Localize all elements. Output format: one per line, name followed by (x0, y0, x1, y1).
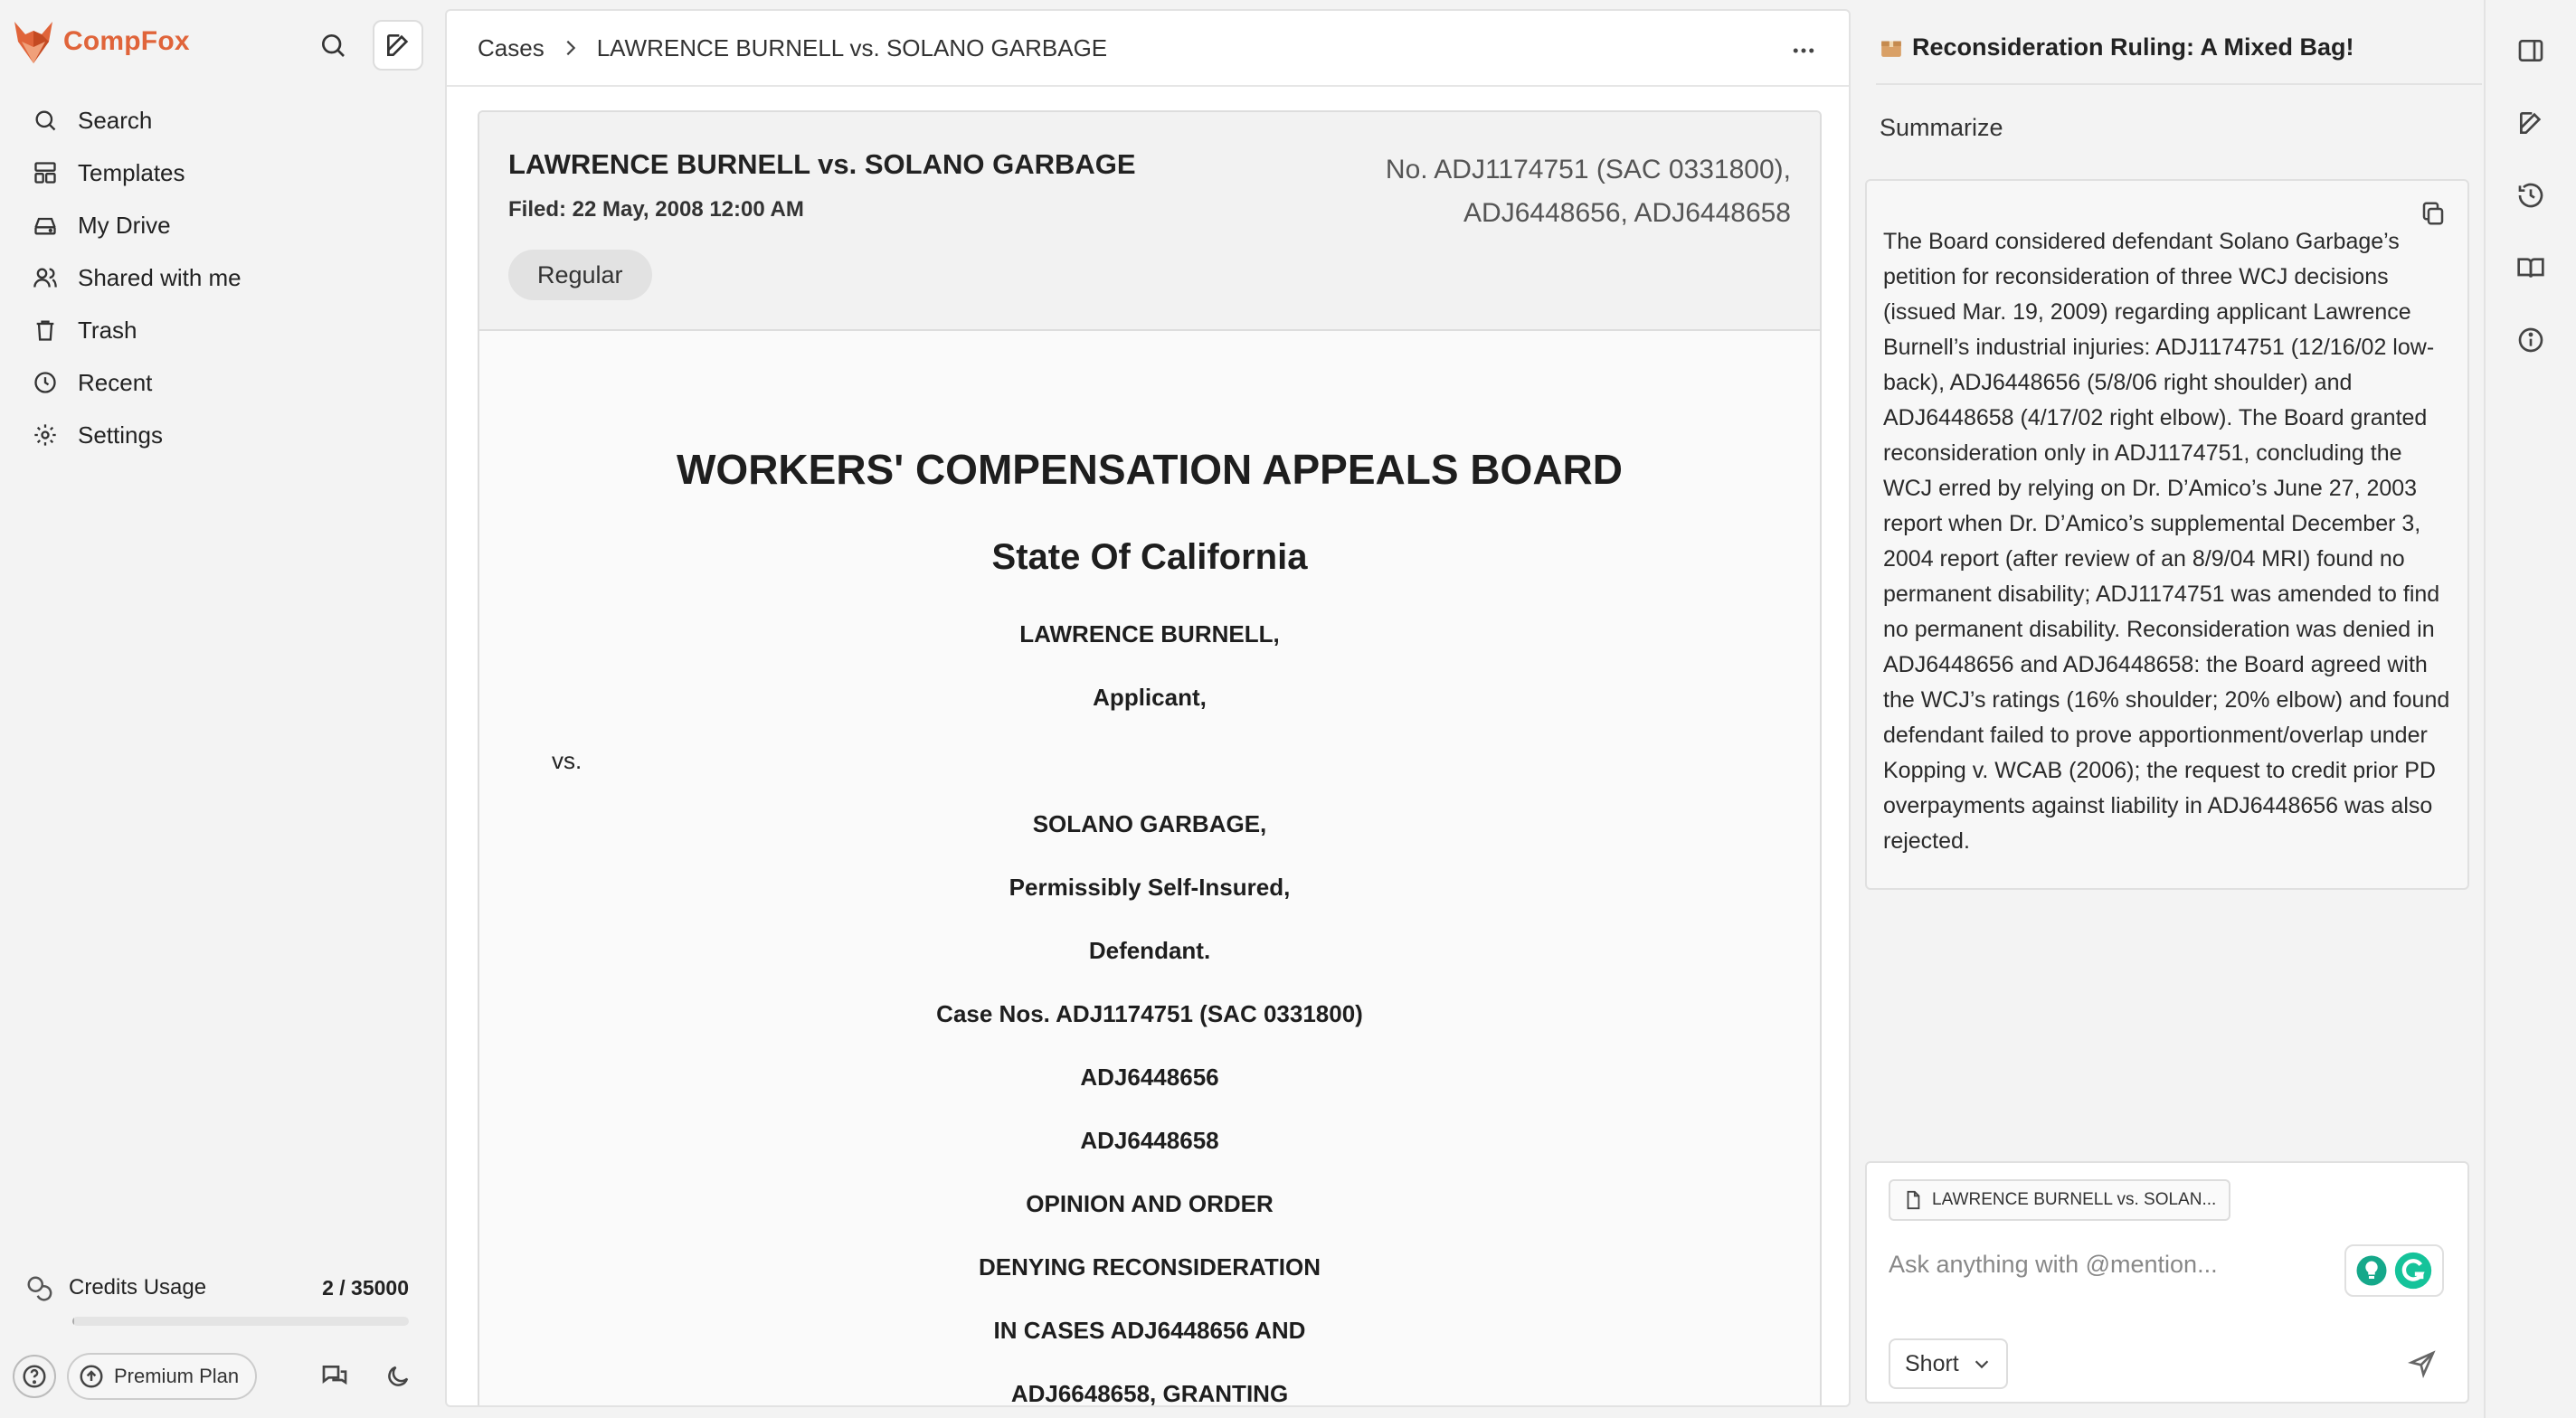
granting-heading: ADJ6648658, GRANTING (1010, 1380, 1289, 1407)
sidebar-item-recent[interactable] (25, 356, 423, 409)
reader-button[interactable] (2511, 248, 2551, 288)
package-emoji-icon (1880, 35, 1903, 59)
document-type-badge: Regular (508, 250, 652, 300)
coins-icon (25, 1274, 52, 1301)
case-number-line: ADJ6448656, ADJ6448658 (1463, 198, 1791, 228)
chat-history-button[interactable] (313, 1355, 356, 1398)
case-number-3: ADJ6448658 (1080, 1127, 1219, 1154)
sidebar-item-label: My Drive (78, 211, 171, 239)
case-numbers: Case Nos. ADJ1174751 (SAC 0331800) (936, 1000, 1363, 1027)
opinion-heading: OPINION AND ORDER (1026, 1190, 1274, 1217)
sidebar-item-trash[interactable] (25, 304, 423, 356)
document-title: LAWRENCE BURNELL vs. SOLANO GARBAGE (508, 148, 1136, 180)
brand-name: CompFox (63, 26, 190, 56)
toggle-panel-button[interactable] (2511, 31, 2551, 71)
credits-progress-bar (72, 1317, 409, 1326)
state-heading: State Of California (991, 537, 1308, 577)
sidebar-item-label: Settings (78, 421, 163, 449)
breadcrumb-cases[interactable]: Cases (478, 33, 545, 61)
sidebar-item-my-drive[interactable] (25, 199, 423, 251)
chat-composer (1865, 1161, 2469, 1404)
lightbulb-icon (2355, 1254, 2388, 1287)
new-note-button[interactable] (373, 20, 423, 71)
panel-title (1880, 27, 2354, 67)
more-options-button[interactable] (1780, 27, 1827, 74)
info-button[interactable] (2511, 320, 2551, 360)
book-open-icon (2516, 253, 2545, 282)
versus-text: vs. (552, 747, 582, 774)
credits-value: 2 / 35000 (322, 1275, 409, 1300)
panel-right-icon (2516, 36, 2545, 65)
credits-label: Credits Usage (69, 1275, 207, 1300)
brand-logo[interactable] (13, 16, 190, 67)
send-icon (2408, 1349, 2437, 1378)
sidebar (0, 0, 445, 1418)
sidebar-item-templates[interactable] (25, 147, 423, 199)
document-filed-date: Filed: 22 May, 2008 12:00 AM (508, 197, 804, 222)
sidebar-item-shared[interactable] (25, 251, 423, 304)
panel-title-text: Reconsideration Ruling: A Mixed Bag! (1912, 33, 2354, 61)
fox-logo-icon (13, 16, 54, 67)
sidebar-item-label: Trash (78, 316, 137, 344)
chat-input[interactable] (1889, 1239, 2323, 1290)
search-icon (318, 31, 347, 60)
defendant-role: Defendant. (1088, 937, 1211, 964)
info-icon (2516, 326, 2545, 354)
credits-usage (25, 1266, 409, 1326)
in-cases-heading: IN CASES ADJ6448656 AND (993, 1317, 1306, 1344)
applicant-role: Applicant, (1093, 684, 1207, 711)
sidebar-footer (13, 1349, 420, 1404)
sidebar-search-button[interactable] (308, 20, 358, 71)
rail-edit-button[interactable] (2511, 103, 2551, 143)
credits-progress-fill (72, 1317, 74, 1326)
sidebar-item-label: Search (78, 106, 153, 134)
gear-icon (33, 422, 58, 448)
templates-icon (33, 160, 58, 185)
upgrade-icon (78, 1363, 105, 1390)
panel-divider (1876, 83, 2482, 85)
drive-icon (33, 213, 58, 238)
ai-summary-panel (1863, 0, 2469, 1418)
file-icon (1903, 1190, 1923, 1210)
trash-icon (33, 317, 58, 343)
document-body (479, 331, 1820, 1407)
premium-plan-label: Premium Plan (114, 1365, 240, 1387)
length-select[interactable] (1889, 1338, 2008, 1389)
search-icon (33, 108, 58, 133)
send-button[interactable] (2399, 1340, 2446, 1387)
sidebar-item-label: Recent (78, 368, 153, 396)
users-icon (33, 265, 58, 290)
summary-response (1865, 179, 2469, 890)
help-button[interactable] (13, 1355, 56, 1398)
document-header (479, 112, 1820, 331)
sidebar-item-label: Templates (78, 158, 185, 186)
grammarly-widget[interactable] (2344, 1244, 2444, 1297)
more-horizontal-icon (1790, 37, 1817, 64)
sidebar-item-search[interactable] (25, 94, 423, 147)
board-heading: WORKERS' COMPENSATION APPEALS BOARD (677, 446, 1623, 493)
denying-heading: DENYING RECONSIDERATION (979, 1253, 1321, 1281)
dark-mode-toggle[interactable] (376, 1355, 420, 1398)
defendant-description: Permissibly Self-Insured, (1009, 874, 1291, 901)
length-select-value: Short (1905, 1350, 1959, 1376)
summary-text: The Board considered defendant Solano Garbage’s petition for reconsideration of three WCJ decisions (issued Mar. 19, 2009) regarding applicant Lawrence Burnell’s industrial injuries: ADJ1174751 (12/16/02 low-back), ADJ6448656 (5/8/06 right shoulder) and ADJ6448658 (4/17/02 right elbow). The Board granted reconsideration only in ADJ1174751, concluding the WCJ erred by relying on Dr. D’Amico’s June 27, 2003 report when Dr. D’Amico’s supplemental December 3, 2004 report (after review of an 8/9/04 MRI) found no permanent disability; ADJ1174751 was amended to find no permanent disability. Reconsideration was denied in ADJ6448656 and ADJ6448658: the Board agreed with the WCJ’s ratings (16% shoulder; 20% elbow) and found defendant failed to prove apportionment/overlap under Kopping v. WCAB (2006); the request to credit prior PD overpayments against liability in ADJ6448656 was also rejected. (1883, 229, 2450, 854)
copy-icon (2420, 200, 2447, 227)
history-button[interactable] (2511, 175, 2551, 215)
document-card (478, 110, 1822, 1407)
breadcrumb (447, 11, 1849, 87)
defendant-name: SOLANO GARBAGE, (1032, 810, 1267, 837)
sidebar-item-settings[interactable] (25, 409, 423, 461)
clock-icon (33, 370, 58, 395)
right-tool-rail (2484, 0, 2576, 1418)
chat-bubbles-icon (320, 1362, 349, 1391)
sidebar-nav (25, 94, 423, 461)
attached-document-label: LAWRENCE BURNELL vs. SOLAN... (1932, 1190, 2217, 1209)
attached-document-chip[interactable] (1889, 1179, 2230, 1221)
history-icon (2516, 181, 2545, 210)
moon-icon (384, 1363, 412, 1390)
chevron-down-icon (1972, 1354, 1992, 1374)
case-number-2: ADJ6448656 (1080, 1064, 1219, 1091)
premium-plan-button[interactable] (67, 1353, 257, 1400)
applicant-name: LAWRENCE BURNELL, (1019, 620, 1280, 648)
edit-icon (2516, 109, 2545, 137)
help-icon (21, 1363, 48, 1390)
summarize-label: Summarize (1880, 114, 2003, 141)
case-number-line: No. ADJ1174751 (SAC 0331800), (1385, 155, 1791, 184)
grammarly-icon (2393, 1251, 2433, 1290)
edit-icon (384, 31, 412, 60)
case-viewer (445, 9, 1851, 1407)
breadcrumb-current: LAWRENCE BURNELL vs. SOLANO GARBAGE (596, 33, 1108, 61)
document-case-number (1386, 148, 1791, 235)
chevron-right-icon (561, 38, 581, 58)
sidebar-item-label: Shared with me (78, 263, 242, 291)
